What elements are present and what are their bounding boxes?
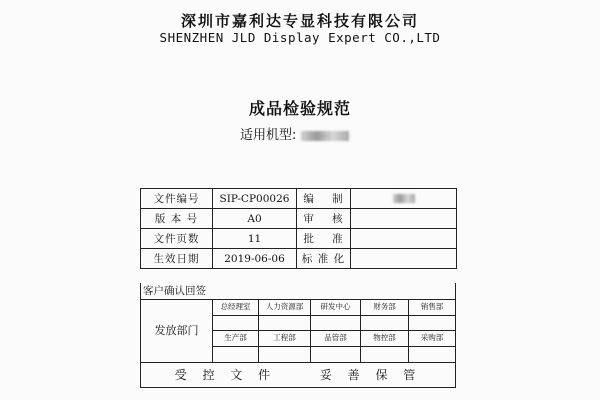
controlled-document-stamp <box>141 366 455 383</box>
table-value: 2019-06-06 <box>213 249 297 269</box>
table-row <box>141 229 457 249</box>
department-name: 财务部 <box>361 300 409 316</box>
table-label: 版 本 号 <box>141 209 213 229</box>
distribution-label: 发放部门 <box>141 300 213 362</box>
table-label: 文件编号 <box>141 189 213 209</box>
table-value: 11 <box>213 229 297 249</box>
department-signature-box <box>311 316 361 330</box>
table-label: 标 准 化 <box>297 249 351 269</box>
department-signature-box <box>213 316 259 330</box>
table-label: 生效日期 <box>141 249 213 269</box>
table-row <box>141 249 457 269</box>
customer-confirm-label: 客户确认回签 <box>141 283 455 300</box>
department-name: 品管部 <box>311 330 361 347</box>
department-name: 人力资源部 <box>259 300 311 316</box>
department-name: 生产部 <box>213 330 259 347</box>
redacted-model-value <box>301 131 349 141</box>
department-name: 工程部 <box>259 330 311 347</box>
table-value <box>351 209 457 229</box>
department-signature-box <box>361 347 409 362</box>
department-signature-box <box>259 316 311 330</box>
table-label: 编 制 <box>297 189 351 209</box>
stamp-controlled-file: 受 控 文 件 <box>174 368 277 382</box>
table-label: 审 核 <box>297 209 351 229</box>
redacted-signature <box>393 194 415 203</box>
department-signature-box <box>259 347 311 362</box>
department-name: 研发中心 <box>311 300 361 316</box>
document-title: 成品检验规范 <box>248 99 351 118</box>
table-value-signature <box>351 189 457 209</box>
department-name: 采购部 <box>409 330 455 347</box>
document-info-table <box>140 188 457 269</box>
table-value: SIP-CP00026 <box>213 189 297 209</box>
department-signature-box <box>213 347 259 362</box>
table-row <box>141 209 457 229</box>
company-name-chinese: 深圳市嘉利达专显科技有限公司 <box>180 12 419 30</box>
stamp-keep-safe: 妥 善 保 管 <box>319 368 422 382</box>
applicable-model-line <box>240 124 349 143</box>
department-signature-box <box>311 347 361 362</box>
table-label: 文件页数 <box>141 229 213 249</box>
distribution-grid <box>213 300 455 362</box>
distribution-section <box>140 283 456 388</box>
company-name-english: SHENZHEN JLD Display Expert CO.,LTD <box>159 30 441 45</box>
applicable-model-label: 适用机型: <box>240 128 297 143</box>
table-label: 批 准 <box>297 229 351 249</box>
department-name: 销售部 <box>409 300 455 316</box>
table-value: A0 <box>213 209 297 229</box>
department-name: 总经理室 <box>213 300 259 316</box>
department-name: 物控部 <box>361 330 409 347</box>
divider <box>141 362 455 363</box>
table-value <box>351 249 457 269</box>
department-signature-box <box>361 316 409 330</box>
table-row <box>141 189 457 209</box>
table-value <box>351 229 457 249</box>
